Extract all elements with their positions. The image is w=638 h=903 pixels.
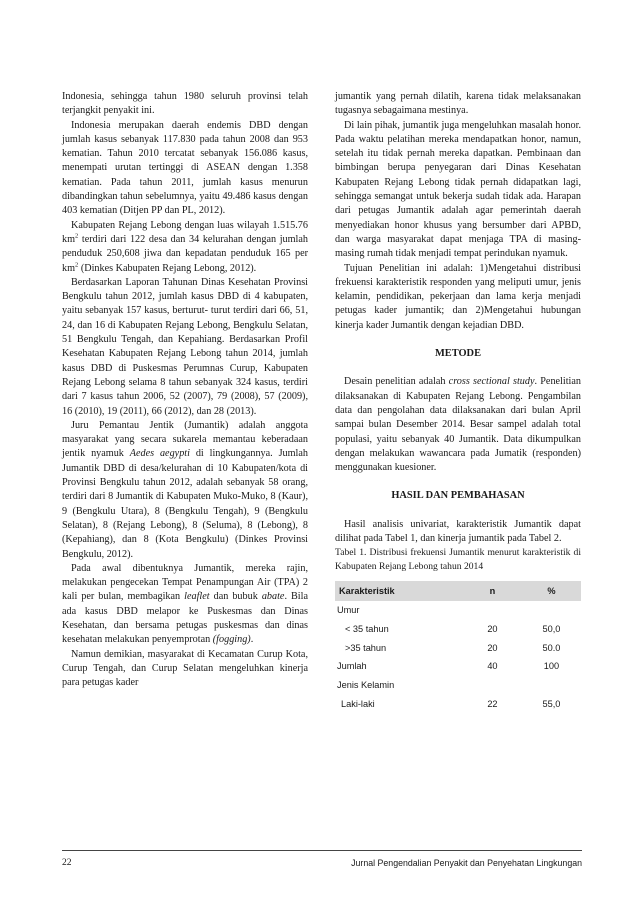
right-column: [335, 90, 581, 717]
paragraph: [335, 375, 581, 475]
page-number: 22: [62, 857, 72, 868]
text-run: Tujuan Penelitian ini adalah: 1)Mengetahui distribusi frekuensi karakteristik responden yang meliputi umur, jenis kelamin, pendidikan, pekerjaan dan lama kerja menjadi petugas kader jumantik; dan 2)Mengetahui hubungan kinerja kader Jumantik dengan kejadian DBD.: [335, 262, 581, 331]
table-row: [335, 620, 581, 639]
text-run: Kabupaten Rejang Lebong dengan luas wilayah 1.515.76 km: [62, 219, 308, 245]
paragraph: [62, 648, 308, 691]
text-run: jumantik yang pernah dilatih, karena tidak melaksanakan tugasnya sebagaimana mestinya.: [335, 91, 581, 117]
table-caption: Tabel 1. Distribusi frekuensi Jumantik menurut karakteristik di Kabupaten Rejang Lebong tahun 2014: [335, 547, 581, 572]
table-cell: [463, 601, 522, 620]
table-cell: >35 tahun: [345, 642, 387, 653]
text-run: terdiri dari 122 desa dan 34 kelurahan dengan jumlah penduduk 250,608 jiwa dan kepadatan penduduk 165 per km: [62, 233, 308, 274]
text-run: (Dinkes Kabupaten Rejang Lebong, 2012).: [78, 262, 257, 274]
table-cell: 50.0: [542, 642, 561, 653]
paragraph: [62, 419, 308, 562]
table-cell: 20: [487, 623, 498, 634]
text-run: .: [250, 634, 254, 646]
paragraph: [62, 562, 308, 648]
table-cell: 50,0: [542, 623, 561, 634]
italic-text: (fogging): [212, 634, 251, 646]
table-header-cell: n: [463, 581, 522, 601]
table-cell: < 35 tahun: [345, 623, 389, 634]
text-run: di lingkungannya. Jumlah Jumantik DBD di desa/kelurahan di 10 Kabupaten/kota di Provinsi Bengkulu tahun 2012, adalah sebanyak 58 orang, terdiri dari 8 Jumantik di Kabupaten Muko-Muko, 8 (Kaur), 9 (Bengkulu Utara), 8 (Bengkulu Tengah), 9 (Bengkulu Selatan), 8 (Rejang Lebong), 8 (Seluma), 8 (Lebong), 8 (Kepahiang), dan 8 (Kota Bengkulu) (Dinkes Provinsi Bengkulu, 2012).: [62, 448, 309, 560]
section-heading-hasil: HASIL DAN PEMBAHASAN: [391, 490, 525, 502]
text-run: Desain penelitian adalah: [344, 376, 449, 388]
paragraph: [335, 119, 581, 262]
table-row: [335, 601, 581, 620]
table-cell: Umur: [337, 605, 360, 616]
paragraph: [62, 90, 308, 119]
left-column: [62, 90, 308, 690]
table-cell: Jenis Kelamin: [337, 679, 395, 690]
footer-rule: [62, 850, 582, 851]
table-cell: 40: [487, 661, 498, 672]
paragraph: [62, 276, 308, 419]
text-run: . Bila ada kasus DBD melapor ke Puskesmas dan Dinas Kesehatan, dan bersama petugas puskesmas dan dinas kesehatan melakukan penyemprotan: [62, 591, 308, 646]
paragraph: [62, 219, 308, 276]
text-run: Juru Pemantau Jentik (Jumantik) adalah anggota masyarakat yang secara sukarela memantau keberadaan jentik nyamuk: [62, 419, 308, 460]
text-run: Namun demikian, masyarakat di Kecamatan Curup Kota, Curup Tengah, dan Curup Selatan mengeluhkan kinerja para petugas kader: [62, 648, 308, 689]
table-cell: [522, 676, 581, 695]
table-cell: 20: [487, 642, 498, 653]
paragraph: [335, 518, 581, 547]
table-header-cell: %: [522, 581, 581, 601]
text-run: Berdasarkan Laporan Tahunan Dinas Kesehatan Provinsi Bengkulu tahun 2012, jumlah kasus DBD di 4 kabupaten, yaitu sebanyak 157 kasus, berturut- turut terdiri dari 66, 51, 24, dan 16 di Kabupaten Rejang Lebong, Bengkulu Selatan, 51 Bengkulu Tengah, dan Kepahiang. Berdasarkan Profil Kesehatan Kabupaten Rejang Lebong tahun 2014, jumlah kasus DBD di Puskesmas Perumnas Curup, Kabupaten Rejang Lebong selama 8 tahun sebanyak 324 kasus, terdiri dari 7 kasus tahun 2006, 52 (2007), 79 (2008), 57 (2009), 16 (2010), 19 (2011), 66 (2012), dan 28 (2013).: [62, 276, 308, 417]
table-cell: Laki-laki: [341, 698, 375, 709]
table-header-cell: Karakteristik: [335, 581, 463, 601]
table-row: [335, 638, 581, 657]
table-row: [335, 676, 581, 695]
superscript: 2: [75, 232, 79, 240]
table-header-row: [335, 581, 581, 601]
superscript: 2: [75, 261, 79, 269]
paragraph: [335, 90, 581, 119]
paragraph: [62, 119, 308, 219]
table-row: [335, 657, 581, 676]
table-cell: Jumlah: [337, 661, 367, 672]
section-heading-metode: METODE: [435, 348, 481, 360]
table-cell: 100: [543, 661, 560, 672]
text-run: Indonesia merupakan daerah endemis DBD dengan jumlah kasus sebanyak 117.830 pada tahun 2008 dan 953 kematian. Tahun 2010 tercatat sebanyak 156.086 kasus, menempati urutan tertinggi di ASEAN dengan 1.358 kematian. Pada tahun 2011, jumlah kasus menurun dibandingkan tahun sebelumnya, yaitu 49.486 kasus dengan 403 kematian (Ditjen PP dan PL, 2012).: [62, 119, 308, 217]
text-run: Di lain pihak, jumantik juga mengeluhkan masalah honor. Pada waktu pelatihan mereka mendapatkan honor, namun, setelah itu tidak pernah mereka dapatkan. Pembinaan dan bimbingan berupa penyegaran dari Dinas Kesehatan Kabupaten Rejang Lebong tidak pernah didapatkan lagi, sehingga semangat untuk bekerja sudah tidak ada. Harapan dari petugas Jumantik adalah agar pemerintah daerah menyediakan honor khusus yang bersumber dari APBD, dan warga masyarakat dapat menjaga TPA di masing-masing rumah tidak menjadi tempat perindukan nyamuk.: [335, 119, 581, 260]
table-cell: [463, 676, 522, 695]
text-run: Hasil analisis univariat, karakteristik Jumantik dapat dilihat pada Tabel 1, dan kinerja jumantik pada Tabel 2.: [335, 518, 581, 545]
text-run: Indonesia, sehingga tahun 1980 seluruh provinsi telah terjangkit penyakit ini.: [62, 91, 308, 117]
paragraph: [335, 262, 581, 333]
table-cell: 22: [487, 698, 498, 709]
text-run: Pada awal dibentuknya Jumantik, mereka rajin, melakukan pengecekan Tempat Penampungan Air (TPA) 2 kali per bulan, membagikan: [62, 562, 308, 603]
text-run: . Penelitian dilaksanakan di Kabupaten Rejang Lebong. Pengambilan data dan pengolahan data dilaksanakan dari bulan April sampai bulan Desember 2014. Besar sampel adalah total populasi, yaitu sebanyak 40 Jumantik. Data dikumpulkan dengan melakukan wawancara pada Jumatik (responden) menggunakan kuesioner.: [335, 376, 581, 474]
table-cell: 55,0: [542, 698, 561, 709]
text-run: dan bubuk: [209, 591, 262, 603]
journal-name: Jurnal Pengendalian Penyakit dan Penyehatan Lingkungan: [351, 858, 582, 868]
italic-text: Aedes aegypti: [129, 448, 190, 460]
italic-text: leaflet: [184, 591, 210, 603]
italic-text: abate: [261, 591, 285, 603]
table-row: [335, 694, 581, 716]
characteristics-table: [335, 581, 581, 717]
italic-text: cross sectional study: [448, 376, 535, 388]
table-cell: [522, 601, 581, 620]
